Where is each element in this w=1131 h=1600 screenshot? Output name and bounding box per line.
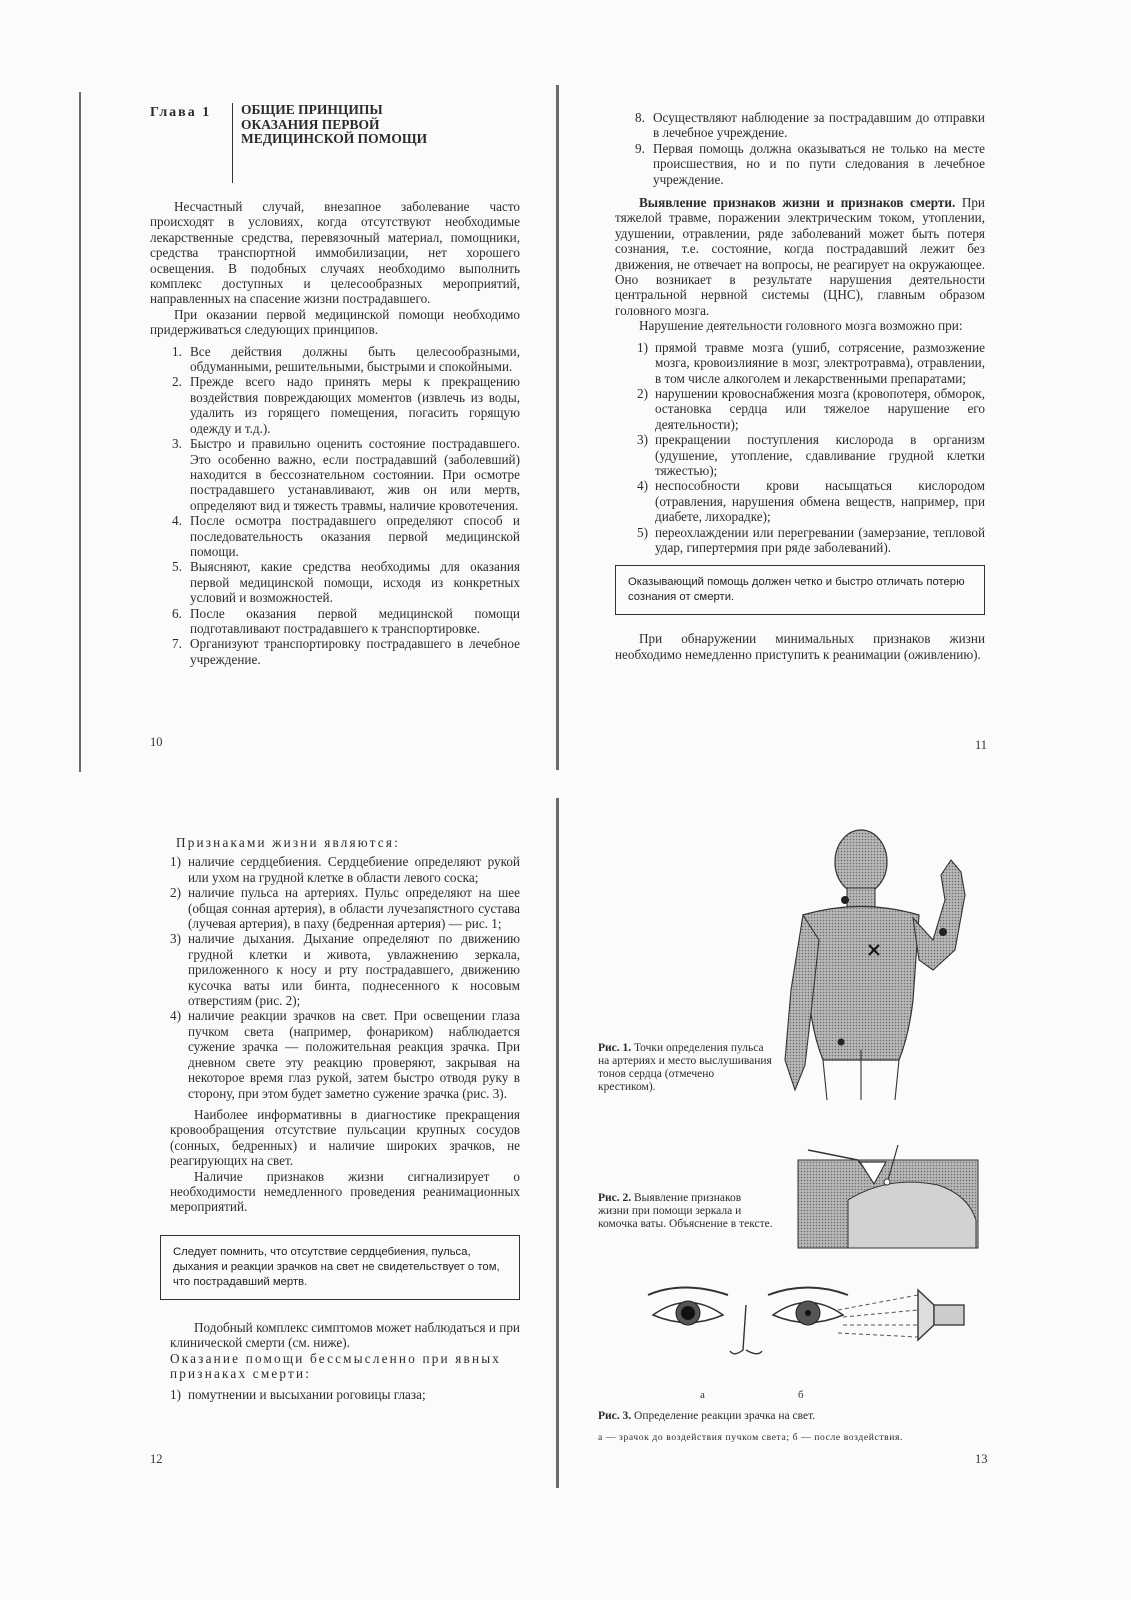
figure-3-eyes-illustration	[638, 1275, 968, 1385]
figure-1-caption	[598, 1042, 773, 1094]
chapter-label: Глава 1	[150, 105, 212, 120]
list-item: 1) помутнении и высыхании роговицы глаза;	[170, 1387, 426, 1403]
figure-label: Рис. 2.	[598, 1192, 632, 1204]
principles-list	[172, 344, 520, 668]
gutter-line-top-center	[556, 85, 559, 770]
list-item: 2) наличие пульса на артериях. Пульс определяют на шее (общая сонная артерия), в области лучезапястного сустава (лучевая артерия), в паху (бедренная артерия) — рис. 1;	[170, 885, 520, 932]
figure-3-subcaption: а — зрачок до воздействия пучком света; б — после воздействия.	[598, 1432, 903, 1443]
list-item: 4. После осмотра пострадавшего определяют способ и последовательность оказания первой медицинской помощи.	[172, 513, 520, 559]
list-item: 5. Выясняют, какие средства необходимы для оказания первой медицинской помощи, исходя из конкретных условий и возможностей.	[172, 559, 520, 606]
page-11	[615, 110, 985, 662]
figure-1-body-illustration	[783, 820, 983, 1100]
list-item: 3) наличие дыхания. Дыхание определяют по движению грудной клетки и живота, увлажнению зеркала, приложенного к носу и рту пострадавшего, движению кусочка ваты или бинта, поднесенного к носовым отверстиям (рис. 2);	[170, 931, 520, 1009]
figure-3-label-b: б	[798, 1389, 805, 1401]
signs-list	[170, 854, 520, 1101]
list-item: 7. Организуют транспортировку пострадавшего в лечебное учреждение.	[172, 636, 520, 667]
figure-2-caption	[598, 1192, 773, 1231]
paragraph: При обнаружении минимальных признаков жизни необходимо немедленно приступить к реанимации (оживлению).	[615, 631, 985, 662]
section-text: При тяжелой травме, поражении электрическим током, утоплении, удушении, отравлении, ряде заболеваний может быть потеря сознания, т.е. состояние, когда пострадавший лежит без движения, не отвечает на вопросы, не реагирует на окружающее. Оно возникает в результате нарушения деятельности центральной нервной системы (ЦНС), главным образом головного мозга.	[615, 195, 985, 318]
spaced-heading: Оказание помощи бессмысленно при явных признаках смерти:	[170, 1350, 502, 1381]
gutter-line-bottom-center	[556, 798, 559, 1488]
causes-list	[637, 340, 985, 556]
list-item: 4) неспособности крови насыщаться кислородом (отравления, нарушения обмена веществ, например, при диабете, лихорадке);	[637, 478, 985, 525]
list-item: 1) прямой травме мозга (ушиб, сотрясение, размозжение мозга, кровоизлияние в мозг, электротравма), отравлении, в том числе алкоголем и лекарственными препаратами;	[637, 339, 985, 386]
page-10	[150, 103, 520, 673]
list-item: 2) нарушении кровоснабжения мозга (кровопотеря, обморок, остановка сердца или тяжелое нарушение его деятельности);	[637, 385, 985, 432]
figure-3-label-a: а	[700, 1389, 706, 1401]
page-number: 13	[975, 1452, 988, 1466]
principles-list-cont	[635, 110, 985, 187]
chapter-title-line: МЕДИЦИНСКОЙ ПОМОЩИ	[241, 131, 428, 146]
figure-3-caption	[598, 1410, 988, 1423]
note-box: Следует помнить, что отсутствие сердцебиения, пульса, дыхания и реакции зрачков на свет не свидетельствует о том, что пострадавший мертв.	[160, 1235, 520, 1300]
paragraph: Подобный комплекс симптомов может наблюдаться и при клинической смерти (см. ниже).	[170, 1319, 520, 1351]
chapter-title-line: ОБЩИЕ ПРИНЦИПЫ	[241, 102, 383, 117]
chapter-title	[232, 103, 427, 183]
list-item: 3. Быстро и правильно оценить состояние пострадавшего. Это особенно важно, если пострадавший (заболевший) находится в бессознательном состоянии. При осмотре пострадавшего устанавливают, жив он или мертв, определяют вид и тяжесть травмы, наличие кровотечения.	[172, 436, 520, 513]
paragraph: Несчастный случай, внезапное заболевание часто происходят в условиях, когда отсутствуют необходимые лекарственные средства, перевязочный материал, помощники, средства транспортной иммобилизации, нет хорошего освещения. В подобных случаях необходимо выполнить комплекс доступных и целесообразных мероприятий, направленных на спасение жизни пострадавшего.	[150, 199, 520, 307]
list-item: 6. После оказания первой медицинской помощи подготавливают пострадавшего к транспортировке.	[172, 605, 520, 636]
list-item: 2. Прежде всего надо принять меры к прекращению воздействия повреждающих моментов (извлечь из воды, удалить из горящего помещения, погасить горящую одежду и т.д.).	[172, 374, 520, 436]
page-number: 11	[975, 738, 988, 752]
gutter-line-top-left	[79, 92, 81, 772]
figure-2-mirror-illustration	[788, 1140, 988, 1250]
list-item: 8. Осуществляют наблюдение за пострадавшим до отправки в лечебное учреждение.	[635, 110, 985, 141]
figure-caption-text: Точки определения пульса на артериях и место выслушивания тонов сердца (отмечено крестиком).	[598, 1042, 772, 1093]
page-number: 12	[150, 1452, 163, 1466]
death-signs-list	[170, 1387, 520, 1402]
section-paragraph	[615, 195, 985, 318]
figure-caption-text: Определение реакции зрачка на свет.	[634, 1410, 816, 1422]
list-item: 9. Первая помощь должна оказываться не только на месте происшествия, но и по пути следования в лечебное учреждение.	[635, 140, 985, 187]
page-number: 10	[150, 735, 163, 749]
note-box: Оказывающий помощь должен четко и быстро отличать потерю сознания от смерти.	[615, 565, 985, 615]
list-item: 3) прекращении поступления кислорода в организм (удушение, утопление, сдавливание грудной клетки тяжестью);	[637, 432, 985, 478]
figure-label: Рис. 3.	[598, 1410, 632, 1422]
list-item: 1) наличие сердцебиения. Сердцебиение определяют рукой или ухом на грудной клетке в области левого соска;	[170, 854, 520, 885]
page-12	[170, 835, 520, 1409]
page-13	[598, 820, 988, 1480]
list-item: 5) переохлаждении или перегревании (замерзание, тепловой удар, гипертермия при ряде заболеваний).	[637, 524, 985, 555]
paragraph: Наиболее информативны в диагностике прекращения кровообращения отсутствие пульсации крупных сосудов (сонных, бедренных) и наличие широких зрачков, не реагирующих на свет.	[170, 1106, 520, 1169]
list-item: 4) наличие реакции зрачков на свет. При освещении глаза пучком света (например, фонариком) наблюдается сужение зрачка — положительная реакция зрачка. При дневном свете эту реакцию проверяют, закрывая на некоторое время глаз рукой, затем быстро отводя руку в сторону, при этом будет заметно сужение зрачка (рис. 3).	[170, 1008, 520, 1101]
paragraph: Наличие признаков жизни сигнализирует о необходимости немедленного проведения реанимационных мероприятий.	[170, 1168, 520, 1215]
list-item: 1. Все действия должны быть целесообразными, обдуманными, решительными, быстрыми и спокойными.	[172, 343, 520, 375]
paragraph: При оказании первой медицинской помощи необходимо придерживаться следующих принципов.	[150, 306, 520, 338]
section-heading: Признаками жизни являются:	[176, 835, 400, 850]
chapter-header	[150, 103, 520, 183]
figure-caption-text: Выявление признаков жизни при помощи зеркала и комочка ваты. Объяснение в тексте.	[598, 1192, 773, 1230]
section-heading: Выявление признаков жизни и признаков смерти.	[639, 195, 956, 211]
paragraph: Нарушение деятельности головного мозга возможно при:	[639, 318, 963, 334]
chapter-title-line: ОКАЗАНИЯ ПЕРВОЙ	[241, 116, 380, 132]
figure-label: Рис. 1.	[598, 1042, 632, 1054]
